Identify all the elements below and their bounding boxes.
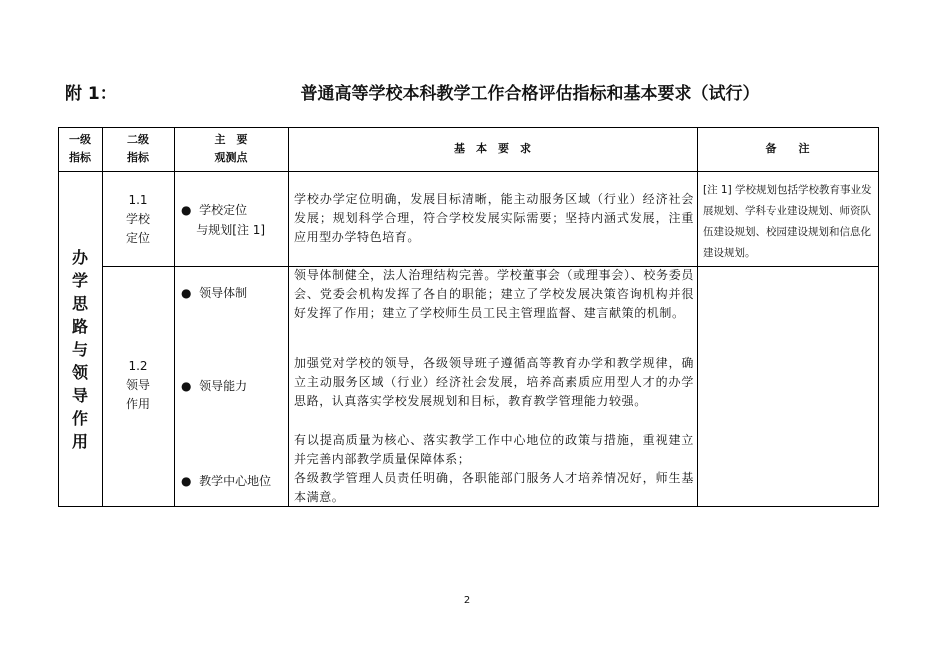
col-border bbox=[878, 127, 879, 507]
header-text: 指标 bbox=[127, 151, 149, 164]
char: 学 bbox=[71, 271, 88, 290]
requirement-text: 有以提高质量为核心、落实教学工作中心地位的政策与措施，重视建立并完善内部教学质量保障体系； bbox=[294, 433, 694, 466]
name: 学校 bbox=[125, 212, 150, 226]
text: 领导能力 bbox=[199, 379, 248, 393]
header-divider bbox=[58, 171, 879, 172]
header-level1 bbox=[58, 131, 102, 167]
char: 导 bbox=[71, 386, 88, 405]
observation-point: ● 学校定位 与规划[注 1] bbox=[181, 203, 266, 237]
level2-indicator bbox=[102, 357, 174, 414]
col-border bbox=[697, 127, 698, 507]
name: 作用 bbox=[125, 397, 150, 411]
header-observation bbox=[174, 131, 288, 167]
observation-point: ● 教学中心地位 bbox=[181, 474, 272, 488]
text: 教学中心地位 bbox=[199, 474, 272, 488]
header-level2 bbox=[102, 131, 174, 167]
col-border bbox=[174, 127, 175, 507]
name: 定位 bbox=[125, 231, 150, 245]
header-text: 指标 bbox=[69, 151, 91, 164]
level1-indicator bbox=[70, 246, 90, 453]
requirement-text: 加强党对学校的领导，各级领导班子遵循高等教育办学和教学规律，确立主动服务区域（行业）经济社会发展，培养高素质应用型人才的办学思路，认真落实学校发展规划和目标，教育教学管理能力较强。 bbox=[294, 356, 694, 408]
requirement-text: 学校办学定位明确，发展目标清晰，能主动服务区域（行业）经济社会发展；规划科学合理，符合学校发展实际需要；坚持内涵式发展，注重应用型办学特色培育。 bbox=[294, 192, 694, 244]
col-border bbox=[58, 127, 59, 507]
header-text: 二级 bbox=[127, 133, 149, 146]
text: 领导体制 bbox=[199, 286, 248, 300]
page-number: 2 bbox=[463, 595, 471, 606]
requirement-text: 领导体制健全，法人治理结构完善。学校董事会（或理事会）、校务委员会、党委会机构发挥了各自的职能；建立了学校发展决策咨询机构并很好发挥了作用；建立了学校师生员工民主管理监督、建言献策的机制。 bbox=[294, 268, 694, 320]
table-border-top bbox=[58, 127, 879, 128]
char: 与 bbox=[71, 340, 88, 359]
observation-point: ● 领导能力 bbox=[181, 379, 248, 393]
name: 领导 bbox=[125, 378, 150, 392]
level2-indicator bbox=[102, 191, 174, 248]
char: 思 bbox=[71, 294, 88, 313]
text: 与规划[注 1] bbox=[196, 223, 266, 237]
page-title: 普通高等学校本科教学工作合格评估指标和基本要求（试行） bbox=[300, 84, 760, 104]
col-border bbox=[102, 127, 103, 507]
header-text: 主 要 bbox=[214, 133, 248, 146]
header-text: 观测点 bbox=[214, 151, 248, 164]
char: 用 bbox=[71, 432, 88, 451]
header-text: 一级 bbox=[69, 133, 91, 146]
char: 办 bbox=[71, 248, 88, 267]
col-border bbox=[288, 127, 289, 507]
note-text: [注 1] 学校规划包括学校教育事业发展规划、学科专业建设规划、师资队伍建设规划、校园建设规划和信息化建设规划。 bbox=[703, 184, 872, 259]
requirement-text: 各级教学管理人员责任明确，各职能部门服务人才培养情况好，师生基本满意。 bbox=[294, 471, 694, 504]
observation-point: ● 领导体制 bbox=[181, 286, 248, 300]
header-notes: 备 注 bbox=[765, 142, 810, 155]
char: 领 bbox=[71, 363, 88, 382]
annex-label: 附 1： bbox=[65, 84, 117, 104]
char: 路 bbox=[71, 317, 88, 336]
code: 1.2 bbox=[128, 359, 148, 373]
text: 学校定位 bbox=[199, 203, 248, 217]
code: 1.1 bbox=[128, 193, 148, 207]
header-requirements: 基 本 要 求 bbox=[454, 142, 531, 155]
char: 作 bbox=[71, 409, 88, 428]
